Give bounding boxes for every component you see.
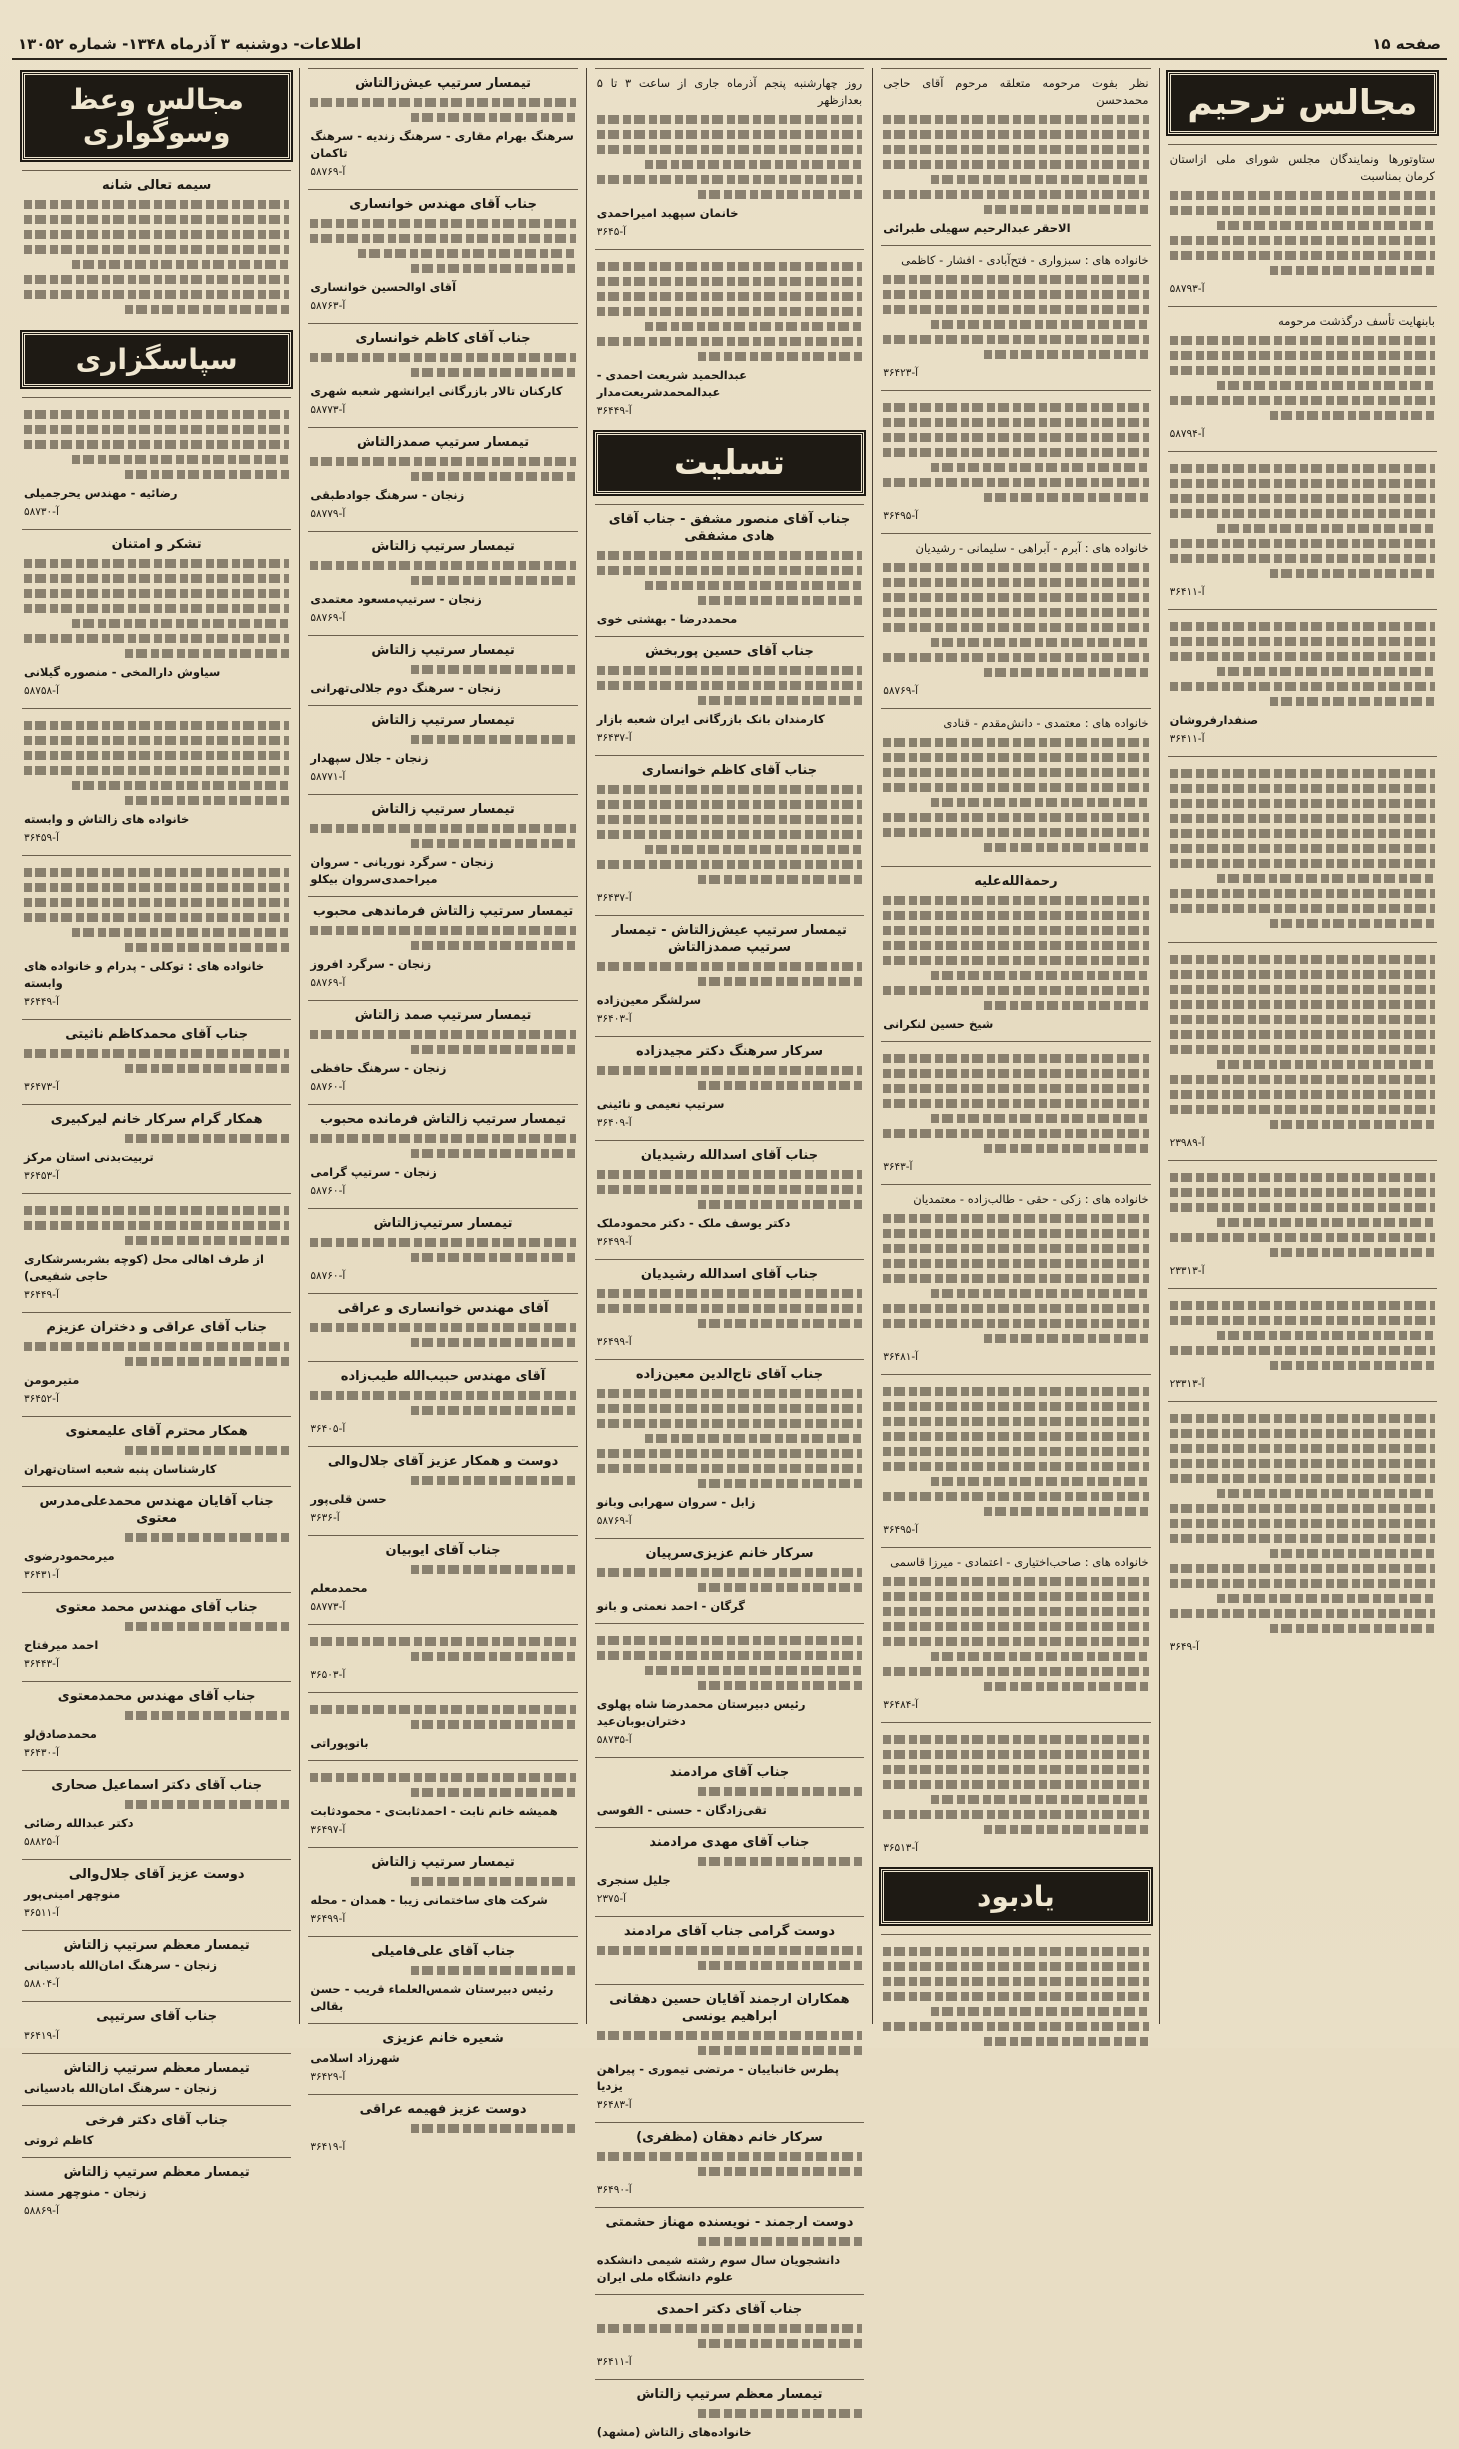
notice-title: تیمسار سرتیپ زالتاش	[371, 802, 515, 817]
notice-title: تیمسار سرتیپ زالتاش	[371, 713, 515, 728]
notice-text: نظر بفوت مرحومه متعلقه مرحوم آقای حاجی محمدحسن	[883, 76, 1149, 107]
notice-text: بابنهایت تأسف درگذشت مرحومه	[1278, 314, 1435, 328]
notice	[308, 1293, 577, 1361]
notice	[1168, 144, 1437, 306]
notice	[22, 397, 291, 529]
notice-code: آ-۳۶۴۹۵	[883, 510, 919, 522]
notice-signer: صنفدارفروشان	[1169, 713, 1259, 727]
notice-signer: شهرزاد اسلامی	[310, 2051, 400, 2065]
notice	[881, 708, 1150, 866]
notice	[22, 708, 291, 855]
notice	[1168, 1160, 1437, 1288]
notice-signer: همیشه خانم نابت - احمدثابت‌ی - محمودثابت	[310, 1804, 558, 1818]
notice-title: تیمسار سرتیپ زالتاش	[371, 1855, 515, 1870]
notice-code: آ-۵۸۸۲۵	[23, 1836, 59, 1848]
notice	[595, 1538, 864, 1623]
notice-code: آ-۳۶۵۱۱	[23, 1907, 59, 1919]
notice-code: آ-۳۶۴۹۰	[596, 2184, 632, 2196]
notice-code: آ-۳۶۳۶	[310, 1512, 340, 1524]
notice-code: آ-۳۶۴۰۵	[310, 1423, 346, 1435]
notice	[881, 68, 1150, 245]
notice-title: دوست و همکار عزیز آقای جلال‌والی	[327, 1454, 559, 1469]
notice-code: آ-۳۶۴۹۷	[310, 1824, 346, 1836]
notice	[308, 189, 577, 323]
notice	[308, 1208, 577, 1293]
notice-signer: زنجان - سرگرد نوریانی - سروان میراحمدی‌سروان بیکلو	[310, 855, 494, 886]
notice	[308, 2023, 577, 2094]
notice-code: آ-۵۸۷۷۱	[310, 771, 346, 783]
notice	[595, 1916, 864, 1984]
notice	[881, 245, 1150, 390]
notice-title: دوست عزیز فهیمه عراقی	[359, 2102, 527, 2117]
notice-code: آ-۵۸۷۳۵	[596, 1734, 632, 1746]
notice-title: سرکار سرهنگ دکتر مجیدزاده	[635, 1044, 823, 1059]
notice	[22, 1592, 291, 1681]
notice-signer: کارشناسان پنبه شعبه استان‌تهران	[23, 1462, 217, 1476]
notice	[22, 1416, 291, 1486]
notice	[1168, 1288, 1437, 1401]
notice-title: جناب آقای منصور مشفق - جناب آقای هادی مشفقی	[608, 512, 851, 544]
notice	[308, 1361, 577, 1446]
notice-code: آ-۳۶۵۰۳	[310, 1669, 346, 1681]
notice	[595, 1757, 864, 1827]
tasliat-banner: تسلیت	[595, 432, 864, 494]
notice-code: آ-۵۸۷۶۹	[310, 612, 346, 624]
notice-title: تیمسار معظم سرتیپ زالتاش	[636, 2387, 823, 2402]
yadbud-banner: یادبود	[881, 1869, 1150, 1924]
notice-signer: متیرمومن	[23, 1373, 80, 1387]
notice-code: آ-۵۸۷۹۳	[1169, 283, 1205, 295]
notice-signer: سرتیپ نعیمی و نائینی	[596, 1097, 725, 1111]
notice-signer: خانواده‌های زالتاش (مشهد)	[596, 2425, 752, 2439]
notice-title: سیمه تعالی شانه	[102, 178, 212, 193]
notice	[22, 1859, 291, 1930]
notice	[22, 1104, 291, 1193]
notice	[22, 2157, 291, 2228]
notice-title: تیمسار معظم سرتیپ زالتاش	[63, 1938, 250, 1953]
notice	[308, 323, 577, 427]
notice	[595, 1259, 864, 1359]
notice-code: آ-۵۸۷۶۹	[310, 977, 346, 989]
notice	[881, 533, 1150, 708]
column-5	[14, 68, 299, 2217]
notice-code: آ-۵۸۷۶۹	[883, 685, 919, 697]
notice-signer: زنجان - سرتیپ گرامی	[310, 1165, 437, 1179]
notice-code: آ-۳۶۴۹	[1169, 1641, 1199, 1653]
notice-signer: احمد میرفتاح	[23, 1638, 99, 1652]
notice-code: آ-۲۳۳۱۳	[1169, 1265, 1205, 1277]
notice-title: جناب آقای علی‌فامیلی	[371, 1944, 516, 1959]
column-2	[872, 68, 1158, 2024]
notice-code: آ-۲۳۳۱۳	[1169, 1378, 1205, 1390]
notice	[22, 2053, 291, 2105]
notice	[595, 1827, 864, 1916]
notice	[308, 1624, 577, 1692]
notice-signer: خانواده های زالتاش و وابسته	[23, 812, 190, 826]
notice	[22, 1193, 291, 1312]
notice-code: آ-۳۶۴۵۲	[23, 1393, 59, 1405]
notice-title: جناب آقای کاظم خوانساری	[641, 763, 818, 778]
notice-title: رحمة‌الله‌علیه	[974, 874, 1058, 889]
notice-signer: گرگان - احمد نعمتی و بانو	[596, 1599, 745, 1613]
notice-code: آ-۳۶۴۹۹	[596, 1236, 632, 1248]
notice	[881, 1041, 1150, 1184]
notice-title: تیمسار سرتیپ صمدزالتاش	[357, 435, 530, 450]
notice-title: جناب آقای دکتر فرخی	[85, 2113, 229, 2128]
publication-line: اطلاعات- دوشنبه ۳ آذرماه ۱۳۴۸- شماره ۱۳۰۵۲	[18, 35, 362, 53]
notice-signer: عبدالحمید شریعت احمدی - عبدالمحمدشریعت‌مدار	[596, 368, 747, 399]
notice-title: جناب آقای تاج‌الدین معین‌زاده	[635, 1367, 824, 1382]
column-1	[1159, 68, 1445, 2024]
notice-title: دوست عزیز آقای جلال‌والی	[68, 1867, 245, 1882]
notice-title: دوست ارجمند - نویسنده مهناز حشمتی	[605, 2215, 854, 2230]
notice	[595, 249, 864, 428]
notice-code: آ-۳۶۴۳۷	[596, 732, 632, 744]
notice-title: تیمسار سرتیپ صمد زالتاش	[354, 1008, 532, 1023]
columns	[14, 68, 1445, 2439]
notice-code: آ-۵۸۷۷۹	[310, 508, 346, 520]
notice	[308, 1692, 577, 1760]
notice	[1168, 451, 1437, 609]
notice-title: جناب آقای مهدی مرادمند	[649, 1835, 810, 1850]
notice-signer: محمدصادق‌لو	[23, 1727, 97, 1741]
notice-title: تشکر و امتنان	[111, 537, 202, 552]
vaz-banner: مجالس وعظ وسوگواری	[22, 72, 291, 160]
notice-code: آ-۵۸۷۵۸	[23, 685, 59, 697]
notice	[1168, 1401, 1437, 1664]
notice-code: آ-۳۶۵۱۳	[883, 1842, 919, 1854]
notice	[308, 68, 577, 189]
notice	[1168, 756, 1437, 942]
notice-code: آ-۳۶۴۱۱	[1169, 733, 1205, 745]
notice	[22, 2001, 291, 2053]
notice	[308, 427, 577, 531]
notice	[308, 531, 577, 635]
notice-code: آ-۵۸۷۶۰	[310, 1081, 346, 1093]
notice-code: آ-۵۸۷۶۹	[310, 166, 346, 178]
notice-code: آ-۳۶۴۴۳	[23, 1658, 59, 1670]
notice-code: آ-۳۶۴۱۱	[1169, 586, 1205, 598]
notice-title: جناب آقای مهندس محمدمعتوی	[57, 1689, 256, 1704]
notice-signer: زنجان - منوچهر مسند	[23, 2185, 147, 2199]
notice-signer: محمدمعلم	[310, 1581, 368, 1595]
notice-code: آ-۵۸۷۹۴	[1169, 428, 1205, 440]
notice-signer: میرمحمودرضوی	[23, 1549, 115, 1563]
notice-title: جناب آقای اسدالله رشیدیان	[640, 1267, 819, 1282]
notice	[22, 1770, 291, 1859]
notice	[881, 1184, 1150, 1374]
notice-code: آ-۳۶۴۳	[883, 1161, 913, 1173]
notice	[308, 794, 577, 896]
notice-title: همکار محترم آقای علیمعنوی	[65, 1424, 248, 1439]
notice-title: جناب آقایان مهندس محمدعلی‌مدرس معتوی	[39, 1494, 274, 1526]
notice-code: آ-۵۸۷۶۰	[310, 1185, 346, 1197]
notice-code: آ-۳۶۴۰۳	[596, 1013, 632, 1025]
notice-title: تیمسار معظم سرتیپ زالتاش	[63, 2165, 250, 2180]
notice-code: آ-۳۶۴۳۱	[23, 1569, 59, 1581]
notice	[595, 636, 864, 755]
notice-title: تیمسار سرتیپ‌زالتاش	[373, 1216, 513, 1231]
notice-code: آ-۵۸۷۳۰	[23, 506, 59, 518]
notice	[22, 1930, 291, 2001]
notice-signer: تقی‌زادگان - حسنی - الفوسی	[596, 1803, 767, 1817]
notice-title: همکار گرام سرکار خانم لیرکبیری	[50, 1112, 263, 1127]
notice-title: جناب آقای مهندس محمد معتوی	[55, 1600, 258, 1615]
notice-code: آ-۵۸۷۷۳	[310, 404, 346, 416]
notice-signer: زنجان - سرهنگ امان‌الله بادسیانی	[23, 2081, 217, 2095]
notice-signer: زنجان - سرهنگ دوم جلالی‌تهرانی	[310, 681, 501, 695]
notice-code: آ-۳۶۴۹۹	[310, 1913, 346, 1925]
notice-text: روز چهارشنبه پنجم آذرماه جاری از ساعت ۳ تا ۵ بعدازظهر	[596, 76, 863, 107]
notice	[308, 1446, 577, 1535]
notice-title: تیمسار سرتیپ زالتاش فرماندهی محبوب	[312, 904, 574, 919]
notice-title: جناب آقای کاظم خوانساری	[355, 331, 531, 346]
notice	[881, 1547, 1150, 1722]
notice-code: آ-۳۶۴۵۳	[23, 1170, 59, 1182]
notice	[595, 1359, 864, 1538]
notice-signer: سرهنگ بهرام مقاری - سرهنگ زندیه - سرهنگ تاکمان	[310, 129, 574, 160]
notice	[881, 1934, 1150, 2060]
notice-code: آ-۳۶۴۹۵	[883, 1524, 919, 1536]
notice	[1168, 306, 1437, 451]
notice-code: آ-۳۶۴۳۰	[23, 1747, 59, 1759]
notice-signer: از طرف اهالی محل (کوچه بشربسرشکاری حاجی شفیعی)	[23, 1252, 264, 1283]
notice	[22, 855, 291, 1019]
notice	[22, 1019, 291, 1104]
notice-title: جناب آقای محمدکاظم ناثیتی	[65, 1027, 249, 1042]
notice-code: آ-۳۶۴۳۷	[596, 892, 632, 904]
notice-signer: زنجان - سرگرد افروز	[310, 957, 432, 971]
notice-code: آ-۲۳۹۸۹	[1169, 1137, 1205, 1149]
notice-signer: خانواده های : توکلی - پدرام و خانواده های وابسته	[23, 959, 265, 990]
notice-title: آقای مهندس خوانساری و عراقی	[337, 1301, 549, 1316]
notice-signer: دکتر عبدالله رضائی	[23, 1816, 134, 1830]
notice-title: سرکار خانم دهقان (مظفری)	[636, 2130, 823, 2145]
notice-code: آ-۵۸۸۰۴	[23, 1978, 59, 1990]
notice-signer: رئیس دبیرستان محمدرضا شاه پهلوی دختران‌بوبان‌عید	[596, 1697, 806, 1728]
notice-signer: دکتر یوسف ملک - دکتر محمودملک	[596, 1216, 791, 1230]
notice-code: آ-۵۸۸۶۹	[23, 2205, 59, 2217]
notice	[22, 1312, 291, 1416]
sepas-banner: سپاسگزاری	[22, 332, 291, 387]
notice	[308, 1936, 577, 2023]
notice-code: آ-۳۶۴۱۱	[596, 2356, 632, 2368]
notice-code: آ-۳۶۴۴۹	[23, 996, 59, 1008]
notice-text: خانواده های : آبرم - آبراهی - سلیمانی - رشیدیان	[915, 541, 1149, 555]
notice-signer: کاظم ثروتی	[23, 2133, 94, 2147]
notice-code: آ-۵۸۷۶۹	[596, 1515, 632, 1527]
notice-signer: زابل - سروان سهرابی وبانو	[596, 1495, 756, 1509]
notice-signer: آقای اوالحسین خوانساری	[310, 280, 457, 294]
notice	[1168, 609, 1437, 756]
notice-code: آ-۳۶۴۸۱	[883, 1351, 919, 1363]
notice-signer: زنجان - سرهنگ حافظی	[310, 1061, 447, 1075]
notice	[595, 1623, 864, 1757]
notice-signer: زنجان - جلال سپهدار	[310, 751, 429, 765]
notice-signer: باتوپوراتی	[310, 1736, 369, 1750]
notice-code: آ-۳۶۴۴۹	[596, 405, 632, 417]
notice	[308, 1535, 577, 1624]
notice-signer: زنجان - سرهنگ جوادطبقی	[310, 488, 465, 502]
notice-text: خانواده های : سبزواری - فتح‌آبادی - افشار - کاظمی	[901, 253, 1149, 267]
notice-signer: شیخ حسین لنکرانی	[883, 1017, 994, 1031]
notice-code: آ-۳۶۴۱۹	[23, 2030, 59, 2042]
notice-title: تیمسار سرتیپ عیش‌زالتاش	[355, 76, 532, 91]
notice-code: آ-۳۶۴۵	[596, 226, 627, 238]
notice-signer: شرکت های ساختمانی زیبا - همدان - محله	[310, 1893, 548, 1907]
notice	[308, 896, 577, 1000]
notice	[881, 1374, 1150, 1547]
notice-title: جناب آقای عراقی و دختران عزیزم	[46, 1320, 267, 1335]
notice-signer: منوچهر امینی‌پور	[23, 1887, 121, 1901]
notice	[595, 755, 864, 915]
notice	[595, 2379, 864, 2449]
notice-title: تیمسار سرتیپ زالتاش	[371, 643, 515, 658]
notice-title: تیمسار سرتیپ زالتاش فرمانده محبوب	[320, 1112, 567, 1127]
tarhim-banner: مجالس ترحیم	[1168, 72, 1437, 134]
notice-code: آ-۳۶۴۸۳	[596, 2099, 632, 2111]
page-header	[12, 30, 1447, 60]
notice	[595, 2207, 864, 2294]
notice	[595, 915, 864, 1036]
notice-code: آ-۳۶۴۵۹	[23, 832, 59, 844]
notice-code: آ-۵۸۷۶۰	[310, 1270, 346, 1282]
notice-signer: رئیس دبیرستان شمس‌العلماء قریب - حسن بقالی	[310, 1982, 554, 2013]
notice	[881, 390, 1150, 533]
notice	[1168, 942, 1437, 1160]
notice-text: خانواده های : معتمدی - دانش‌مقدم - قنادی	[943, 716, 1149, 730]
notice-signer: زنجان - سرتیپ‌مسعود معتمدی	[310, 592, 482, 606]
notice	[22, 170, 291, 328]
notice	[595, 1140, 864, 1259]
notice-code: آ-۳۶۴۲۹	[310, 2071, 346, 2083]
notice-code: آ-۳۶۴۷۳	[23, 1081, 59, 1093]
notice-code: آ-۳۶۴۹۹	[596, 1336, 632, 1348]
column-4	[299, 68, 585, 2153]
notice-signer: جلیل سنجری	[596, 1873, 671, 1887]
notice-signer: رضائیه - مهندس یحرجمیلی	[23, 486, 178, 500]
notice	[308, 2094, 577, 2164]
notice-title: دوست گرامی جناب آقای مرادمند	[623, 1924, 836, 1939]
notice-code: آ-۳۶۴۲۳	[883, 367, 919, 379]
notice-code: آ-۵۸۷۶۳	[310, 300, 346, 312]
notice-title: آقای مهندس حبیب‌الله طیب‌زاده	[340, 1369, 546, 1384]
notice-title: تیمسار سرتیپ زالتاش	[371, 539, 515, 554]
notice	[308, 1760, 577, 1847]
notice	[595, 2294, 864, 2379]
notice	[22, 529, 291, 708]
notice-text: ستاوتورها ونمایندگان مجلس شورای ملی ازاستان کرمان بمناسبت	[1169, 152, 1435, 183]
notice-signer: پطرس خانباییان - مرتضی تیموری - پیراهن یزدیا	[596, 2062, 840, 2093]
notice-signer: کارکنان تالار بازرگانی ایرانشهر شعبه شهری	[310, 384, 563, 398]
notice-title: تیمسار معظم سرتیپ زالتاش	[63, 2061, 250, 2076]
notice	[595, 1984, 864, 2122]
notice-signer: الاحقر عبدالرحیم سهیلی طبرائی	[883, 221, 1071, 235]
notice-code: آ-۳۶۴۸۴	[883, 1699, 919, 1711]
notice-title: جناب آقای حسین پوربخش	[645, 644, 814, 659]
notice	[308, 1847, 577, 1936]
notice-title: تیمسار سرتیپ عیش‌زالتاش - تیمسار سرتیپ صمدزالتاش	[612, 923, 847, 955]
notice	[881, 866, 1150, 1041]
notice-signer: محمددرضا - بهشتی خوی	[596, 612, 738, 626]
notice-title: جناب آقای اسدالله رشیدیان	[640, 1148, 819, 1163]
notice-title: جناب آقای مرادمند	[669, 1765, 790, 1780]
notice	[595, 504, 864, 636]
notice-signer: سرلشگر معین‌زاده	[596, 993, 702, 1007]
notice-title: همکاران ارجمند آقایان حسین دهقانی ابراهیم یونسی	[609, 1992, 850, 2024]
notice-code: آ-۵۸۷۷۳	[310, 1601, 346, 1613]
notice-text: خانواده های : زکی - حقی - طالب‌زاده - معتمدیان	[913, 1192, 1149, 1206]
notice	[308, 705, 577, 794]
notice	[595, 1036, 864, 1140]
notice-title: جناب آقای دکتر اسماعیل صحاری	[51, 1778, 263, 1793]
notice-signer: کارمندان بانک بازرگانی ایران شعبه بازار	[596, 712, 825, 726]
notice-code: آ-۲۳۷۵	[596, 1893, 627, 1905]
notice	[881, 1722, 1150, 1865]
notice-signer: زنجان - سرهنگ امان‌الله بادسیانی	[23, 1958, 217, 1972]
notice	[308, 635, 577, 705]
notice	[595, 68, 864, 249]
notice-code: آ-۳۶۴۰۹	[596, 1117, 632, 1129]
notice	[22, 1486, 291, 1592]
notice-signer: سیاوش دارالمخی - منصوره گیلانی	[23, 665, 221, 679]
notice-code: آ-۳۶۴۴۹	[23, 1289, 59, 1301]
notice-signer: دانشجویان سال سوم رشته شیمی دانشکده علوم دانشگاه ملی ایران	[596, 2253, 841, 2284]
notice-title: سرکار خانم عزیزی‌سرپیان	[645, 1546, 814, 1561]
notice	[308, 1104, 577, 1208]
notice	[22, 1681, 291, 1770]
notice-signer: تربیت‌بدنی استان مرکز	[23, 1150, 154, 1164]
column-3	[586, 68, 872, 2439]
notice	[595, 2122, 864, 2207]
notice-title: جناب آقای ایوبیان	[385, 1543, 501, 1558]
notice-signer: خانمان سپهبد امیراحمدی	[596, 206, 739, 220]
notice	[308, 1000, 577, 1104]
notice-title: جناب آقای سرتیپی	[96, 2009, 218, 2024]
notice-signer: حسن قلی‌پور	[310, 1492, 387, 1506]
notice-code: آ-۳۶۴۱۹	[310, 2141, 346, 2153]
notice-title: جناب آقای دکتر احمدی	[656, 2302, 803, 2317]
notice-text: خانواده های : صاحب‌اختیاری - اعتمادی - میرزا قاسمی	[890, 1555, 1149, 1569]
page-label: صفحه ۱۵	[1372, 35, 1441, 53]
notice-title: شعیره خانم عزیزی	[382, 2031, 504, 2046]
notice-title: جناب آقای مهندس خوانساری	[349, 197, 537, 212]
notice	[22, 2105, 291, 2157]
